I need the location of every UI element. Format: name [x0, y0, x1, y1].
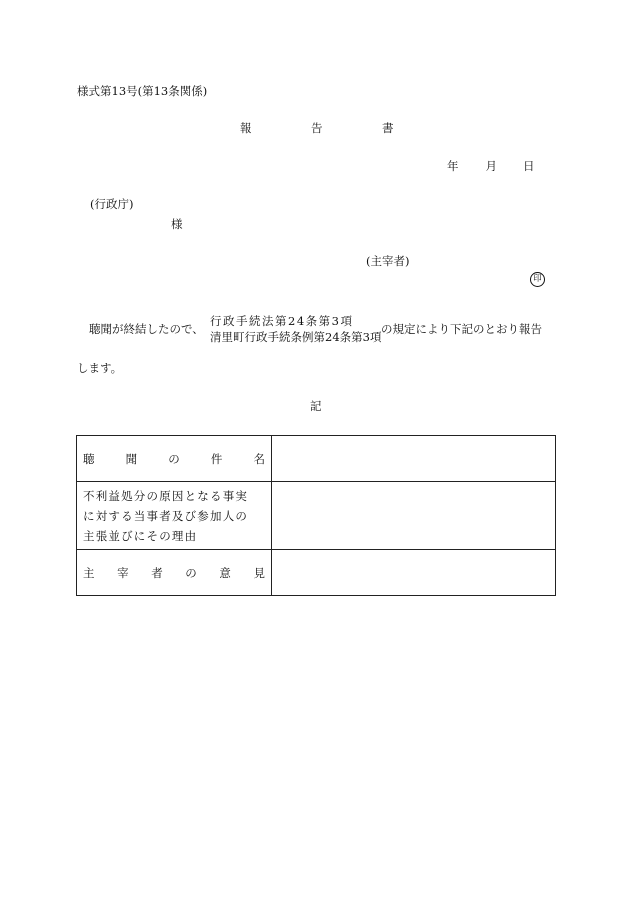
ki-heading: 記 [310, 399, 322, 413]
presider-opinion-label: 主 宰 者 の 意 見 [83, 565, 265, 580]
hearing-subject-label: 聴 聞 の 件 名 [83, 451, 265, 466]
date-year: 年 [447, 159, 459, 173]
report-table [76, 435, 556, 596]
body-lead-text: 聴聞が終結したので、 [89, 322, 204, 336]
law-option-town-ordinance: 清里町行政手続条例第24条第3項 [210, 330, 382, 344]
title-char: 報 [240, 121, 252, 135]
addressee-agency: (行政庁) [90, 197, 134, 211]
body-end-text: します。 [77, 361, 123, 375]
row-label [77, 436, 272, 482]
row-value[interactable] [272, 482, 556, 550]
form-number: 様式第13号(第13条関係) [77, 84, 208, 98]
presider-label: (主宰者) [366, 254, 410, 268]
title-char: 告 [311, 121, 323, 135]
date-day: 日 [523, 159, 535, 173]
table-row [77, 550, 556, 596]
row-label [77, 482, 272, 550]
facts-claims-label: 不利益処分の原因となる事実に対する当事者及び参加人の主張並びにその理由 [83, 488, 249, 543]
title-char: 書 [382, 121, 394, 135]
body-tail-text: の規定により下記のとおり報告 [381, 322, 542, 336]
table-row [77, 482, 556, 550]
table-row [77, 436, 556, 482]
seal-mark: 印 [530, 272, 545, 287]
date-month: 月 [485, 159, 497, 173]
row-value[interactable] [272, 436, 556, 482]
row-value[interactable] [272, 550, 556, 596]
row-label [77, 550, 272, 596]
date-line [447, 160, 535, 174]
law-option-national: 行政手続法第24条第3項 [210, 314, 354, 328]
addressee-honorific: 様 [171, 217, 183, 231]
